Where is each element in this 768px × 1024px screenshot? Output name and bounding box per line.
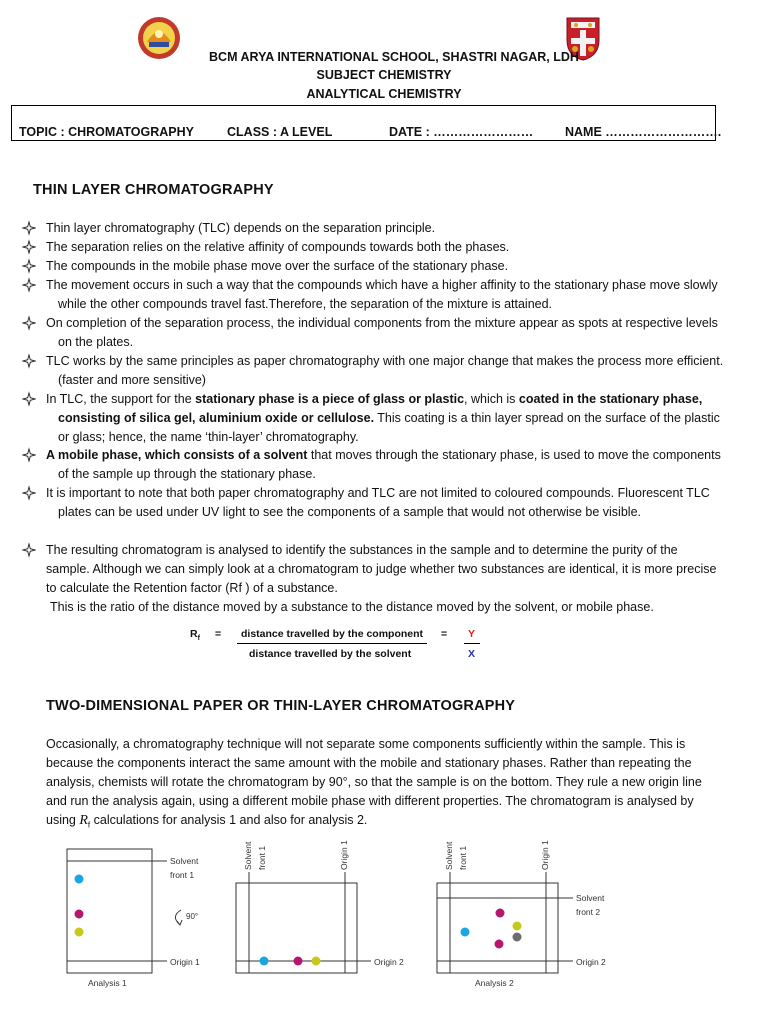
- bullet-text-bold: coated in the stationary phase, consisting of silica gel, aluminium oxide or cellulose.: [58, 392, 703, 425]
- rf-symbol: R: [79, 813, 88, 828]
- bullet-text: The resulting chromatogram is analysed to identify the substances in the sample and to determine the purity of the sample. Although we can simply look at a chromatogram to judge whether two substances are identical, it is more precise to calculate the Retention factor (Rf ) of a substance.: [46, 543, 717, 595]
- bullet-item: [22, 314, 724, 352]
- spot-yellow: [513, 922, 522, 931]
- paragraph-text: calculations for analysis 1 and also for analysis 2.: [90, 813, 368, 827]
- formula-denominator: distance travelled by the solvent: [249, 648, 412, 660]
- star-bullet-icon: [22, 352, 36, 370]
- bullet-text-part: This coating is a thin layer spread on the surface of the plastic or glass; hence, the name ‘thin-layer’ chromatography.: [58, 410, 720, 444]
- spot-cyan: [461, 928, 470, 937]
- spot-cyan: [260, 957, 269, 966]
- bullet-text: On completion of the separation process, the individual components from the mixture appear as spots at respective levels on the plates.: [46, 316, 718, 349]
- formula-y: Y: [468, 628, 476, 640]
- bullet-text: Thin layer chromatography (TLC) depends on the separation principle.: [46, 221, 436, 235]
- bullet-item: [22, 257, 724, 276]
- bullet-text-part: , which is: [464, 392, 519, 406]
- v-solvent-label: Solvent: [243, 841, 253, 870]
- plate-analysis-2: [437, 883, 558, 973]
- bullet-text-bold: A mobile phase, which consists of a solvent: [46, 448, 308, 462]
- solvent-front-1-label: Solvent: [170, 856, 199, 866]
- spot-grey: [513, 933, 522, 942]
- solvent-front-2-label-b: front 2: [576, 907, 601, 917]
- fraction-bar-2: [464, 643, 480, 644]
- rotate-arrowhead-icon: [177, 920, 182, 925]
- bullet-text: [46, 446, 724, 484]
- date-label: DATE : ……………………: [389, 125, 534, 139]
- formula-equals-2: =: [441, 628, 448, 640]
- formula-f-sub: f: [197, 635, 200, 643]
- spot-magenta: [294, 957, 303, 966]
- fraction-bar: [237, 643, 427, 644]
- analysis-1-label: Analysis 1: [88, 978, 127, 988]
- star-bullet-icon: [22, 276, 36, 294]
- v-origin1-label-2: Origin 1: [540, 840, 550, 870]
- analysis-2-label: Analysis 2: [475, 978, 514, 988]
- bullet-text: The separation relies on the relative affinity of compounds towards both the phases.: [46, 240, 510, 254]
- bullet-text: The compounds in the mobile phase move over the surface of the stationary phase.: [46, 259, 509, 273]
- star-bullet-icon: [22, 257, 36, 275]
- bullet-text: The movement occurs in such a way that the compounds which have a higher affinity to the stationary phase move slowly while the other compounds travel fast.Therefore, the separation of the mixture is attained.: [46, 278, 718, 311]
- bullet-text: TLC works by the same principles as paper chromatography with one major change that makes the process more efficient. (faster and more sensitive): [46, 354, 724, 387]
- star-bullet-icon: [22, 314, 36, 332]
- bullet-item: [22, 352, 724, 390]
- formula-numerator: distance travelled by the component: [241, 628, 424, 640]
- v-front1-label-2: front 1: [458, 845, 468, 870]
- origin-2-label: Origin 2: [374, 957, 404, 967]
- v-front1-label: front 1: [257, 845, 267, 870]
- unit-title: ANALYTICAL CHEMISTRY: [306, 87, 462, 101]
- bullet-item: [22, 390, 724, 446]
- v-origin1-label: Origin 1: [339, 840, 349, 870]
- origin-1-label: Origin 1: [170, 957, 200, 967]
- bullet-text: It is important to note that both paper chromatography and TLC are not limited to coloured compounds. Fluorescent TLC plates can be used under UV light to see the components of a sample that would not otherwise be visible.: [46, 486, 710, 519]
- info-bar: [11, 105, 722, 141]
- two-d-chromatography-diagram: [55, 832, 615, 992]
- topic-label: TOPIC : CHROMATOGRAPHY: [19, 125, 195, 139]
- v-solvent-label-2: Solvent: [444, 841, 454, 870]
- formula-rf-symbol: [190, 628, 200, 642]
- name-label: NAME ……………………….: [565, 125, 722, 139]
- bullet-text-part: that moves through the stationary phase, is used to move the components of the sample up through the stationary phase.: [58, 448, 721, 481]
- bullet-item: [22, 446, 724, 484]
- bullet-text-bold: stationary phase is a piece of glass or plastic: [195, 392, 465, 406]
- subject-title: SUBJECT CHEMISTRY: [316, 68, 452, 82]
- star-bullet-icon: [22, 390, 36, 408]
- spot-cyan: [75, 875, 84, 884]
- two-d-paragraph: [46, 735, 726, 835]
- bullet-item: [22, 484, 724, 522]
- solvent-front-1-label-b: front 1: [170, 870, 195, 880]
- bullet-text-part: In TLC, the support for the: [46, 392, 196, 406]
- spot-magenta: [495, 940, 504, 949]
- origin-2b-label: Origin 2: [576, 957, 606, 967]
- spot-yellow: [75, 928, 84, 937]
- rf-sub: f: [87, 820, 91, 830]
- bullet-item: [22, 238, 724, 257]
- spot-yellow: [312, 957, 321, 966]
- solvent-front-2-label: Solvent: [576, 893, 605, 903]
- spot-magenta: [496, 909, 505, 918]
- section-heading-tlc: THIN LAYER CHROMATOGRAPHY: [33, 182, 274, 198]
- bullet-item: [22, 541, 724, 597]
- school-name: BCM ARYA INTERNATIONAL SCHOOL, SHASTRI NAGAR, LDH: [209, 50, 579, 64]
- star-bullet-icon: [22, 238, 36, 256]
- section-heading-2d: TWO-DIMENSIONAL PAPER OR THIN-LAYER CHROMATOGRAPHY: [46, 698, 516, 714]
- formula-r: R: [190, 628, 198, 640]
- formula-equals: =: [215, 628, 222, 640]
- star-bullet-icon: [22, 541, 36, 559]
- paragraph-text: Occasionally, a chromatography technique will not separate some components sufficiently within the sample. This is because the components interact the same amount with the mobile and stationary phases. Rather than repeating the analysis, chemists will rotate the chromatogram by 90°, so that the sample is on the bottom. They rule a new origin line and run the analysis again, using a different mobile phase with different properties. The chromatogram is analysed by using: [46, 737, 702, 827]
- formula-x: X: [468, 648, 476, 660]
- bullet-item: [22, 219, 724, 238]
- star-bullet-icon: [22, 219, 36, 237]
- rf-formula: [185, 626, 485, 666]
- bullet-text: [46, 390, 724, 446]
- star-bullet-icon: [22, 484, 36, 502]
- rotate-label: 90°: [186, 912, 199, 921]
- star-bullet-icon: [22, 446, 36, 464]
- ratio-explanation: This is the ratio of the distance moved by a substance to the distance moved by the solvent, or mobile phase.: [50, 600, 654, 614]
- spot-magenta: [75, 910, 84, 919]
- bullet-item: [22, 276, 724, 314]
- class-label: CLASS : A LEVEL: [227, 125, 333, 139]
